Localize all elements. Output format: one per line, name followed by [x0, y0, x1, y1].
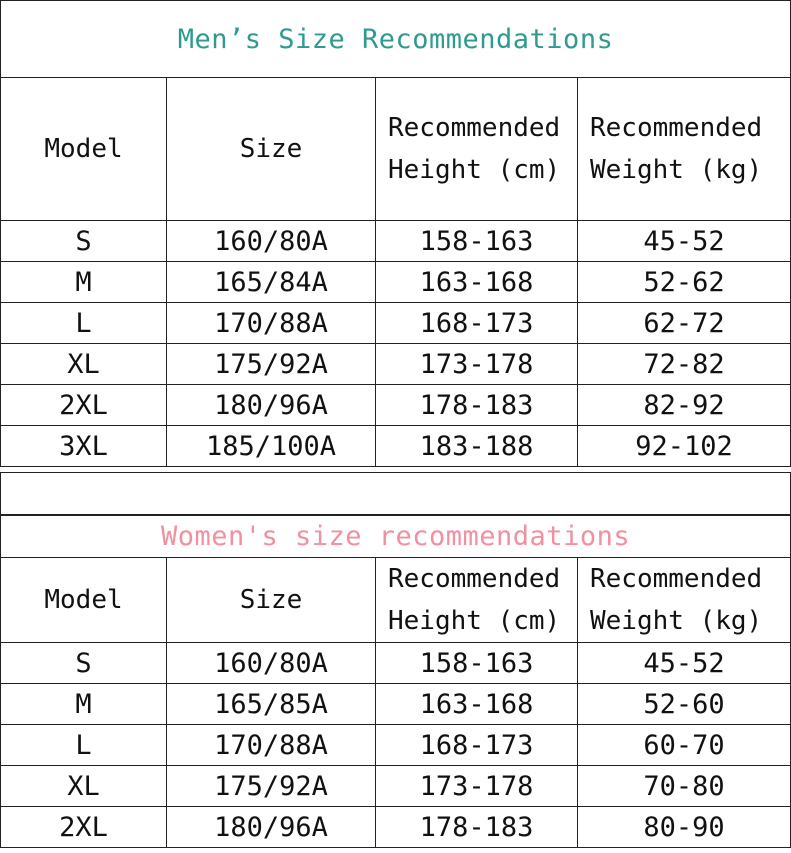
- size-cell: 180/96A: [167, 385, 376, 426]
- height-cell: 178-183: [376, 807, 578, 848]
- size-cell: 165/84A: [167, 262, 376, 303]
- table-row: [1, 385, 791, 426]
- height-cell: 183-188: [376, 426, 578, 467]
- weight-cell: 60-70: [578, 725, 791, 766]
- womens-header-height-line2: Height (cm): [388, 606, 561, 636]
- size-cell: 160/80A: [167, 643, 376, 684]
- size-cell: 170/88A: [167, 725, 376, 766]
- model-cell: S: [1, 643, 167, 684]
- model-cell: XL: [1, 344, 167, 385]
- weight-cell: 45-52: [578, 643, 791, 684]
- mens-header-row: [1, 78, 791, 221]
- model-cell: XL: [1, 766, 167, 807]
- table-row: [1, 221, 791, 262]
- mens-header-weight: [578, 78, 791, 221]
- mens-header-height-line2: Height (cm): [388, 155, 561, 185]
- model-cell: S: [1, 221, 167, 262]
- height-cell: 173-178: [376, 344, 578, 385]
- model-cell: M: [1, 684, 167, 725]
- size-cell: 160/80A: [167, 221, 376, 262]
- weight-cell: 62-72: [578, 303, 791, 344]
- womens-size-table: [0, 514, 791, 848]
- womens-header-weight-line2: Weight (kg): [590, 606, 763, 636]
- model-cell: 3XL: [1, 426, 167, 467]
- mens-header-size: Size: [167, 78, 376, 221]
- height-cell: 163-168: [376, 262, 578, 303]
- table-row: [1, 807, 791, 848]
- model-cell: 2XL: [1, 807, 167, 848]
- empty-cell: [1, 473, 791, 516]
- weight-cell: 52-62: [578, 262, 791, 303]
- size-cell: 180/96A: [167, 807, 376, 848]
- height-cell: 158-163: [376, 221, 578, 262]
- weight-cell: 92-102: [578, 426, 791, 467]
- spacer-row: [0, 472, 791, 516]
- model-cell: 2XL: [1, 385, 167, 426]
- table-row: [1, 344, 791, 385]
- model-cell: M: [1, 262, 167, 303]
- womens-header-row: [1, 558, 791, 643]
- mens-header-weight-line1: Recommended: [590, 113, 763, 143]
- model-cell: L: [1, 303, 167, 344]
- womens-title-row: [1, 515, 791, 558]
- height-cell: 168-173: [376, 303, 578, 344]
- table-row: [1, 303, 791, 344]
- table-row: [1, 262, 791, 303]
- mens-header-weight-line2: Weight (kg): [590, 155, 763, 185]
- size-cell: 170/88A: [167, 303, 376, 344]
- mens-header-height-line1: Recommended: [388, 113, 561, 143]
- weight-cell: 52-60: [578, 684, 791, 725]
- table-row: [1, 643, 791, 684]
- height-cell: 158-163: [376, 643, 578, 684]
- weight-cell: 45-52: [578, 221, 791, 262]
- size-cell: 185/100A: [167, 426, 376, 467]
- womens-header-model: Model: [1, 558, 167, 643]
- size-cell: 165/85A: [167, 684, 376, 725]
- womens-table-title: Women's size recommendations: [1, 515, 791, 558]
- womens-header-weight-line1: Recommended: [590, 564, 763, 594]
- size-cell: 175/92A: [167, 344, 376, 385]
- table-row: [1, 725, 791, 766]
- womens-header-size: Size: [167, 558, 376, 643]
- table-row: [1, 766, 791, 807]
- table-row: [1, 426, 791, 467]
- weight-cell: 82-92: [578, 385, 791, 426]
- mens-header-height: [376, 78, 578, 221]
- weight-cell: 80-90: [578, 807, 791, 848]
- weight-cell: 70-80: [578, 766, 791, 807]
- height-cell: 163-168: [376, 684, 578, 725]
- height-cell: 173-178: [376, 766, 578, 807]
- mens-title-row: [1, 1, 791, 78]
- size-cell: 175/92A: [167, 766, 376, 807]
- mens-header-model: Model: [1, 78, 167, 221]
- womens-header-height: [376, 558, 578, 643]
- weight-cell: 72-82: [578, 344, 791, 385]
- height-cell: 168-173: [376, 725, 578, 766]
- height-cell: 178-183: [376, 385, 578, 426]
- mens-table-title: Men’s Size Recommendations: [1, 1, 791, 78]
- womens-header-height-line1: Recommended: [388, 564, 561, 594]
- model-cell: L: [1, 725, 167, 766]
- womens-header-weight: [578, 558, 791, 643]
- table-row: [1, 684, 791, 725]
